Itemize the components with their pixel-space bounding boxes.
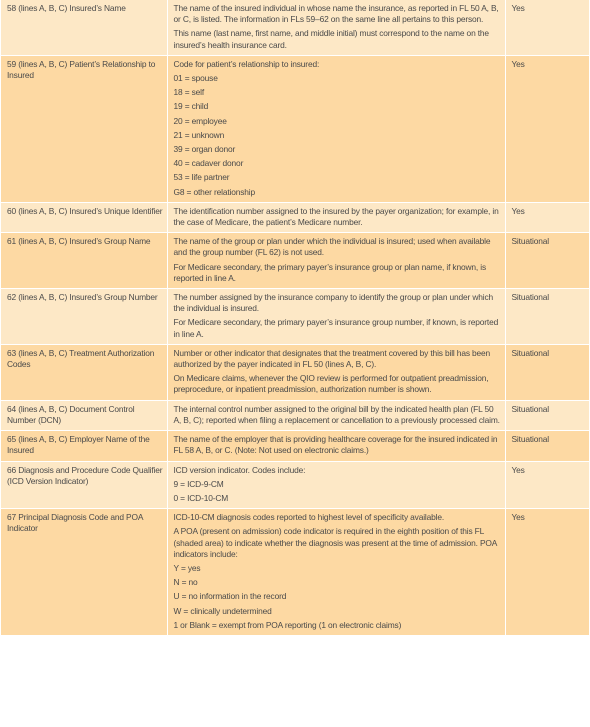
required-cell: Situational [505, 431, 589, 461]
required-cell: Situational [505, 233, 589, 289]
description-line: Code for patient’s relationship to insured: [173, 58, 320, 69]
description-cell [167, 400, 505, 430]
description-line: 1 or Blank = exempt from POA reporting (1 on electronic claims) [173, 619, 402, 630]
table-body [1, 0, 589, 635]
description-line: W = clinically undetermined [173, 605, 272, 616]
description-line: 21 = unknown [173, 129, 225, 140]
description-line: U = no information in the record [173, 591, 287, 602]
description-line: The internal control number assigned to the original bill by the indicated health plan (FL 50 A, B, C); reported when filing a replacement or cancellation to a previously processed claim. [173, 403, 500, 425]
table-row [1, 55, 589, 202]
description-line: 40 = cadaver donor [173, 158, 244, 169]
description-line: ICD version indicator. Codes include: [173, 464, 306, 475]
description-cell [167, 509, 505, 636]
form-locator-table [1, 0, 589, 636]
field-locator-cell: 60 (lines A, B, C) Insured’s Unique Identifier [1, 202, 167, 232]
required-cell: Yes [505, 461, 589, 509]
table-row [1, 233, 589, 289]
table-row [1, 461, 589, 509]
description-line: A POA (present on admission) code indicator is required in the eighth position of this FL (shaded area) to indicate whether the diagnosis was present at the time of admission. POA indicators include: [173, 526, 497, 559]
field-locator-cell: 65 (lines A, B, C) Employer Name of the Insured [1, 431, 167, 461]
required-cell: Yes [505, 202, 589, 232]
required-cell: Yes [505, 0, 589, 55]
field-locator-cell: 64 (lines A, B, C) Document Control Number (DCN) [1, 400, 167, 430]
required-cell: Situational [505, 344, 589, 400]
description-cell [167, 233, 505, 289]
description-cell [167, 0, 505, 55]
description-line: G8 = other relationship [173, 186, 256, 197]
field-locator-cell: 61 (lines A, B, C) Insured’s Group Name [1, 233, 167, 289]
description-line: The identification number assigned to the insured by the payer organization; for example, in the case of Medicare, the patient’s Medicare number. [173, 205, 499, 228]
table-row [1, 202, 589, 232]
description-cell [167, 202, 505, 232]
field-locator-cell: 63 (lines A, B, C) Treatment Authorization Codes [1, 344, 167, 400]
description-line: The number assigned by the insurance company to identify the group or plan under which the individual is insured. [173, 292, 494, 314]
description-line: N = no [173, 577, 198, 588]
required-cell: Yes [505, 55, 589, 202]
description-line: For Medicare secondary, the primary payer’s insurance group number, if known, is reported in line A. [173, 317, 499, 339]
description-line: Y = yes [173, 562, 201, 573]
table-row [1, 400, 589, 430]
description-line: For Medicare secondary, the primary payer’s insurance group or plan name, if known, is reported in line A. [173, 261, 486, 283]
description-line: 9 = ICD-9-CM [173, 478, 224, 489]
field-locator-cell: 59 (lines A, B, C) Patient’s Relationship to Insured [1, 55, 167, 202]
description-line: The name of the insured individual in whose name the insurance, as reported in FL 50 A, B, or C, is listed. The information in FLs 59–62 on the same line all pertains to this person. [173, 3, 499, 25]
description-line: ICD-10-CM diagnosis codes reported to highest level of specificity available. [173, 512, 445, 523]
description-cell [167, 431, 505, 461]
table-row [1, 0, 589, 55]
field-locator-cell: 58 (lines A, B, C) Insured’s Name [1, 0, 167, 55]
required-cell: Situational [505, 289, 589, 345]
description-cell [167, 289, 505, 345]
description-line: The name of the group or plan under which the individual is insured; used when available and the group number (FL 62) is not used. [173, 236, 491, 258]
description-line: 0 = ICD-10-CM [173, 492, 229, 503]
description-line: 18 = self [173, 87, 205, 98]
description-line: The name of the employer that is providing healthcare coverage for the insured indicated in FL 58 A, B, or C. (Note: Not used on electronic claims.) [173, 434, 498, 456]
required-cell: Yes [505, 509, 589, 636]
description-line: 20 = employee [173, 115, 227, 126]
field-locator-cell: 67 Principal Diagnosis Code and POA Indicator [1, 509, 167, 636]
table-row [1, 289, 589, 345]
description-line: 53 = life partner [173, 172, 230, 183]
required-cell: Situational [505, 400, 589, 430]
field-locator-cell: 66 Diagnosis and Procedure Code Qualifier (ICD Version Indicator) [1, 461, 167, 509]
table-row [1, 431, 589, 461]
field-locator-cell: 62 (lines A, B, C) Insured’s Group Number [1, 289, 167, 345]
description-line: Number or other indicator that designates that the treatment covered by this bill has been authorized by the payer indicated in FL 50 (lines A, B, C). [173, 347, 491, 370]
description-cell [167, 55, 505, 202]
description-line: 19 = child [173, 101, 209, 112]
description-line: 01 = spouse [173, 73, 218, 84]
table-row [1, 509, 589, 636]
table-row [1, 344, 589, 400]
description-line: On Medicare claims, whenever the QIO review is performed for outpatient preadmission, preprocedure, or inpatient preadmission, authorization number is shown. [173, 373, 489, 395]
description-line: 39 = organ donor [173, 144, 236, 155]
description-line: This name (last name, first name, and middle initial) must correspond to the name on the insured’s health insurance card. [173, 28, 489, 50]
description-cell [167, 461, 505, 509]
description-cell [167, 344, 505, 400]
